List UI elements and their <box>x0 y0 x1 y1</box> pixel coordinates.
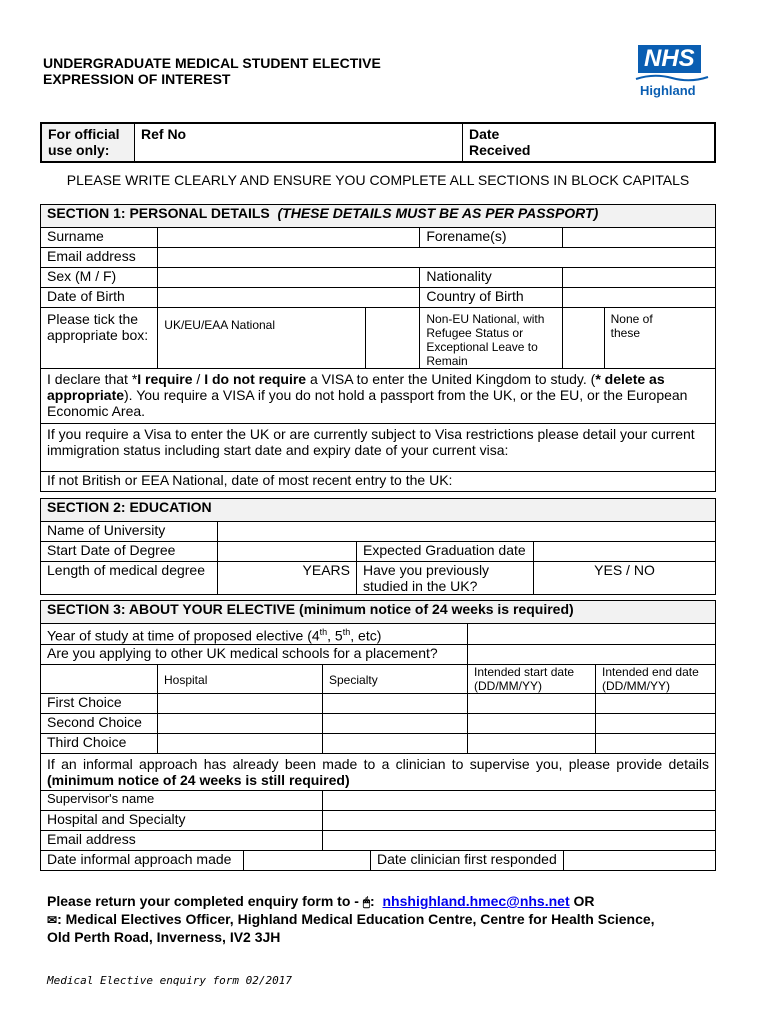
col-end-date: Intended end date (DD/MM/YY) <box>596 664 716 693</box>
year-of-study-label: Year of study at time of proposed elective (4th, 5th, etc) <box>41 624 468 645</box>
return-line-3: Old Perth Road, Inverness, IV2 3JH <box>47 929 281 945</box>
visa-declaration: I declare that *I require / I do not require a VISA to enter the United Kingdom to study. (* delete as appropriate). You require a VISA if you do not hold a passport from the UK, or the EU, or the European Economic Area. <box>41 369 716 424</box>
choice-specialty-field[interactable] <box>323 693 468 713</box>
form-title <box>43 55 381 87</box>
section1-personal-details <box>40 204 716 492</box>
section2-education <box>40 498 716 595</box>
option-none-label: None of these <box>610 312 653 340</box>
approach-date-label: Date informal approach made <box>41 851 244 870</box>
instructions-text: PLEASE WRITE CLEARLY AND ENSURE YOU COMPLETE ALL SECTIONS IN BLOCK CAPITALS <box>66 172 690 188</box>
choice-hospital-field[interactable] <box>158 713 323 733</box>
choice-row <box>41 733 716 753</box>
university-field[interactable] <box>218 522 716 542</box>
choice-hospital-field[interactable] <box>158 693 323 713</box>
country-of-birth-field[interactable] <box>562 288 715 308</box>
option-none-cell[interactable] <box>604 308 715 369</box>
mouse-icon: 🖱 <box>362 895 371 909</box>
choice-row <box>41 713 716 733</box>
ref-no-field[interactable]: Ref No <box>135 123 463 162</box>
year-of-study-field[interactable] <box>468 624 716 645</box>
hospital-specialty-field[interactable] <box>323 810 716 830</box>
choice-end-field[interactable] <box>596 713 716 733</box>
choice-row <box>41 693 716 713</box>
length-field[interactable]: YEARS <box>218 562 357 595</box>
choice-label: First Choice <box>41 693 158 713</box>
nhs-logo-text: NHS <box>638 45 701 73</box>
sex-field[interactable] <box>158 268 420 288</box>
grad-date-label: Expected Graduation date <box>357 542 534 562</box>
dob-field[interactable] <box>158 288 420 308</box>
choice-start-field[interactable] <box>468 733 596 753</box>
choice-end-field[interactable] <box>596 733 716 753</box>
email-field[interactable] <box>158 248 716 268</box>
sex-label: Sex (M / F) <box>41 268 158 288</box>
length-label: Length of medical degree <box>41 562 218 595</box>
entry-date-field[interactable]: If not British or EEA National, date of most recent entry to the UK: <box>41 472 716 492</box>
return-instructions <box>47 893 655 946</box>
section3-heading: SECTION 3: ABOUT YOUR ELECTIVE (minimum notice of 24 weeks is required) <box>41 601 716 624</box>
responded-date-label: Date clinician first responded <box>371 851 564 870</box>
date-received-field[interactable]: Date Received <box>463 123 716 162</box>
start-date-field[interactable] <box>218 542 357 562</box>
section1-heading: SECTION 1: PERSONAL DETAILS (THESE DETAILS MUST BE AS PER PASSPORT) <box>41 205 716 228</box>
previously-label: Have you previously studied in the UK? <box>357 562 534 595</box>
responded-date-field[interactable] <box>564 851 716 870</box>
option-noneu-checkbox[interactable] <box>562 308 604 369</box>
tick-label: Please tick the appropriate box: <box>41 308 158 369</box>
visa-detail-field[interactable]: If you require a Visa to enter the UK or are currently subject to Visa restrictions please detail your current immigration status including start date and expiry date of your current visa: <box>41 424 716 472</box>
form-version: Medical Elective enquiry form 02/2017 <box>47 974 293 987</box>
title-line-2: EXPRESSION OF INTEREST <box>43 71 231 87</box>
nationality-label: Nationality <box>420 268 562 288</box>
supervisor-label: Supervisor's name <box>41 790 323 810</box>
choice-hospital-field[interactable] <box>158 733 323 753</box>
official-use-label: For official use only: <box>41 123 135 162</box>
choice-start-field[interactable] <box>468 713 596 733</box>
col-start-date: Intended start date (DD/MM/YY) <box>468 664 596 693</box>
email-label: Email address <box>41 248 158 268</box>
choice-specialty-field[interactable] <box>323 733 468 753</box>
col-hospital: Hospital <box>158 664 323 693</box>
other-schools-field[interactable] <box>468 644 716 664</box>
start-date-label: Start Date of Degree <box>41 542 218 562</box>
nationality-field[interactable] <box>562 268 715 288</box>
return-line-2: ✉: Medical Electives Officer, Highland Medical Education Centre, Centre for Health Science, <box>47 911 655 927</box>
supervisor-field[interactable] <box>323 790 716 810</box>
yes-no-field[interactable]: YES / NO <box>534 562 716 595</box>
option-uk-checkbox[interactable] <box>366 308 420 369</box>
approach-dates-row <box>41 851 715 870</box>
surname-label: Surname <box>41 228 158 248</box>
nhs-highland-logo <box>630 45 714 105</box>
other-schools-label: Are you applying to other UK medical schools for a placement? <box>41 644 468 664</box>
return-email-link[interactable]: nhshighland.hmec@nhs.net <box>382 893 570 909</box>
official-use-table <box>40 122 716 163</box>
choice-label: Third Choice <box>41 733 158 753</box>
wave-icon <box>634 73 710 83</box>
approach-date-field[interactable] <box>244 851 371 870</box>
country-of-birth-label: Country of Birth <box>420 288 562 308</box>
forenames-label: Forename(s) <box>420 228 562 248</box>
choice-specialty-field[interactable] <box>323 713 468 733</box>
informal-approach-text: If an informal approach has already been made to a clinician to supervise you, please provide details (minimum notice of 24 weeks is still required) <box>41 753 716 790</box>
nhs-logo-subtitle: Highland <box>640 83 696 98</box>
section3-elective <box>40 600 716 871</box>
dob-label: Date of Birth <box>41 288 158 308</box>
title-line-1: UNDERGRADUATE MEDICAL STUDENT ELECTIVE <box>43 55 381 71</box>
option-noneu-label: Non-EU National, with Refugee Status or Exceptional Leave to Remain <box>420 308 562 369</box>
choice-start-field[interactable] <box>468 693 596 713</box>
section2-heading: SECTION 2: EDUCATION <box>41 499 716 522</box>
grad-date-field[interactable] <box>534 542 716 562</box>
supervisor-email-field[interactable] <box>323 830 716 850</box>
option-uk-label: UK/EU/EAA National <box>158 308 366 369</box>
envelope-icon: ✉ <box>47 913 58 927</box>
return-line-1: Please return your completed enquiry form to - 🖱: nhshighland.hmec@nhs.net OR <box>47 893 595 909</box>
col-specialty: Specialty <box>323 664 468 693</box>
supervisor-email-label: Email address <box>41 830 323 850</box>
choice-label: Second Choice <box>41 713 158 733</box>
choice-end-field[interactable] <box>596 693 716 713</box>
university-label: Name of University <box>41 522 218 542</box>
surname-field[interactable] <box>158 228 420 248</box>
forenames-field[interactable] <box>562 228 715 248</box>
hospital-specialty-label: Hospital and Specialty <box>41 810 323 830</box>
